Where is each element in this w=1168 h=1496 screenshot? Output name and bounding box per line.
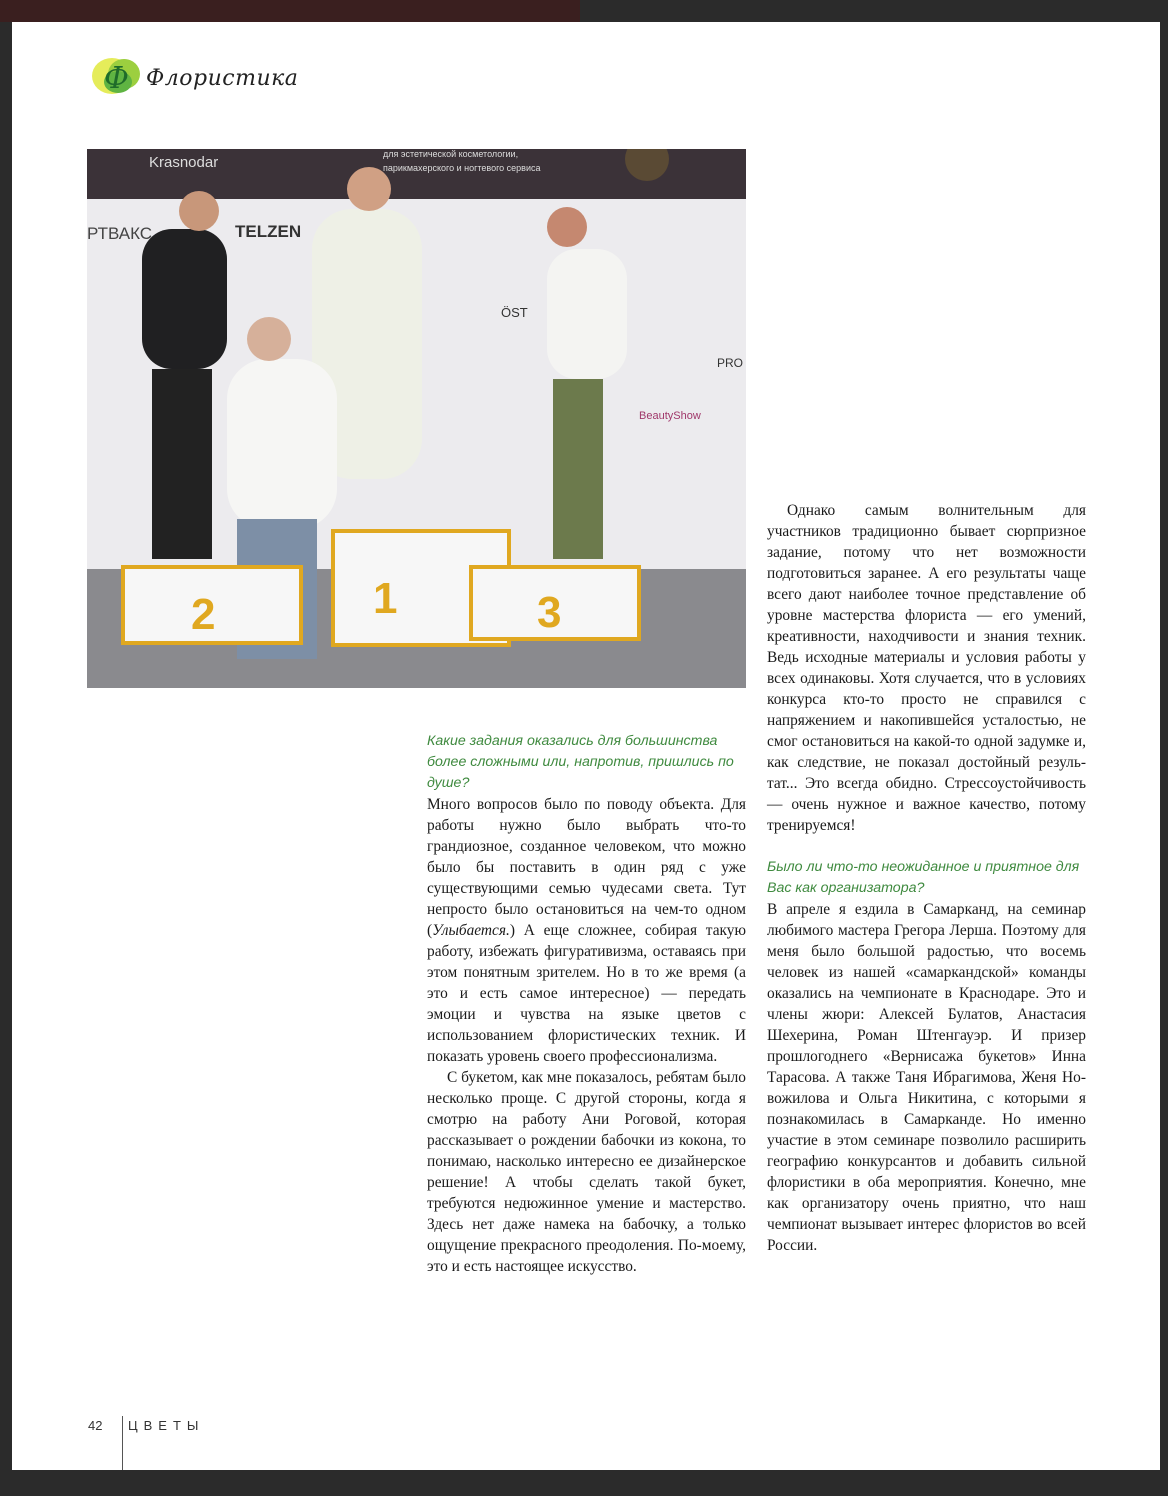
podium-number-1: 1 [373, 574, 398, 623]
podium-photo [87, 149, 746, 688]
podium-number-2: 2 [191, 590, 216, 639]
interview-question-1: Какие задания оказались для большинства более сложными или, напротив, пришлись по душе? [427, 733, 734, 791]
magazine-name: ЦВЕТЫ [128, 1418, 205, 1433]
leaf-splash-icon [90, 52, 148, 102]
answer-paragraph-3: Однако самым волнительным для участников традиционно бывает сюрпризное задание, потому что нет возможности подготовиться заранее. А его результаты чаще всего дают наиболее точное представление об уровне мастерства флориста — его умений, креативности, находчивости и знания техник. Ведь исходные материалы и условия работы у всех одинаковы. Хотя случается, что в условиях конкурса кто-то просто не справился с напряжением и накопившейся усталостью, не смог остановиться на какой-то одной задумке и, как следствие, не показал достойный результат... Это всегда обидно. Стрессоустойчивость — очень нужное и важное качество, потому тренируемся! [767, 502, 1086, 834]
answer-paragraph-4: В апреле я ездила в Самарканд, на семинар любимого мастера Грегора Лерша. Поэтому для меня было большой радостью, что восемь человек из нашей «самаркандской» команды оказались на чемпионате в Краснодаре. Это и члены жюри: Алексей Булатов, Анастасия Шехерина, Роман Штенгауэр. И призер прошлогоднего «Вернисажа букетов» Инна Тарасова. А также Таня Ибрагимова, Женя Новожилова и Ольга Никитина, с которыми я познакомилась в Самарканде. Но именно участие в этом семинаре позволило расширить географию конкурсантов и добавить сильной флористики в оба мероприятия. Конечно, мне как организатору очень приятно, что наш чемпионат вызывает интерес флористов во всей России. [767, 901, 1086, 1254]
section-logo [88, 48, 318, 108]
logo-letter: Ф [104, 61, 129, 96]
banner-subtitle-2: парикмахерского и ногтевого сервиса [383, 163, 541, 173]
photo-illustration [87, 149, 746, 688]
brand-beautyshow: BeautyShow [639, 410, 701, 422]
interview-question-2: Было ли что-то неожиданное и приятное для Вас как организатора? [767, 859, 1080, 896]
brand-rtvaks: РТВАКС [87, 224, 153, 243]
brand-ost: ÖST [501, 305, 528, 320]
page-number: 42 [88, 1418, 103, 1433]
section-title: Флористика [146, 66, 299, 91]
answer-paragraph-1: Много вопросов было по поводу объекта. Для работы нужно было выбрать что-то грандиозное, созданное человеком, что можно было бы поставить в один ряд с уже существующими семью чудесами света. Тут непросто было остановиться на чем-то одном (Улыбается.) А еще сложнее, собирая такую работу, избежать фигуративизма, оставаясь при этом понятным зрителем. Но в то же время (а это и есть самое интересное) — передать эмоции и чувства на языке цветов с использованием флористических техник. И показать уровень своего профессионализма. [427, 796, 746, 1065]
brand-pro: PRO [717, 356, 744, 370]
podium-number-3: 3 [537, 588, 562, 637]
footer-divider [122, 1416, 123, 1470]
text-column-right [767, 500, 1086, 1256]
brand-telzen: TELZEN [235, 222, 302, 241]
text-column-middle [427, 731, 746, 1277]
magazine-page [12, 22, 1160, 1470]
answer-paragraph-2: С букетом, как мне показалось, ребятам было несколько проще. С другой стороны, когда я смотрю на работу Ани Роговой, которая рассказывает о рождении бабочки из кокона, то понимаю, насколько интересно ее дизайнерское решение! А чтобы сделать такой букет, требуются недюжинное умение и мастерство. Здесь нет даже намека на бабочку, а только ощущение прекрасного преодоления. По-моему, это и есть настоящее искусство. [427, 1069, 746, 1275]
stage-direction: Улыбается. [432, 922, 510, 939]
background-strip [0, 0, 580, 22]
banner-subtitle-1: для эстетической косметологии, [383, 149, 519, 159]
banner-city: Krasnodar [149, 154, 219, 171]
